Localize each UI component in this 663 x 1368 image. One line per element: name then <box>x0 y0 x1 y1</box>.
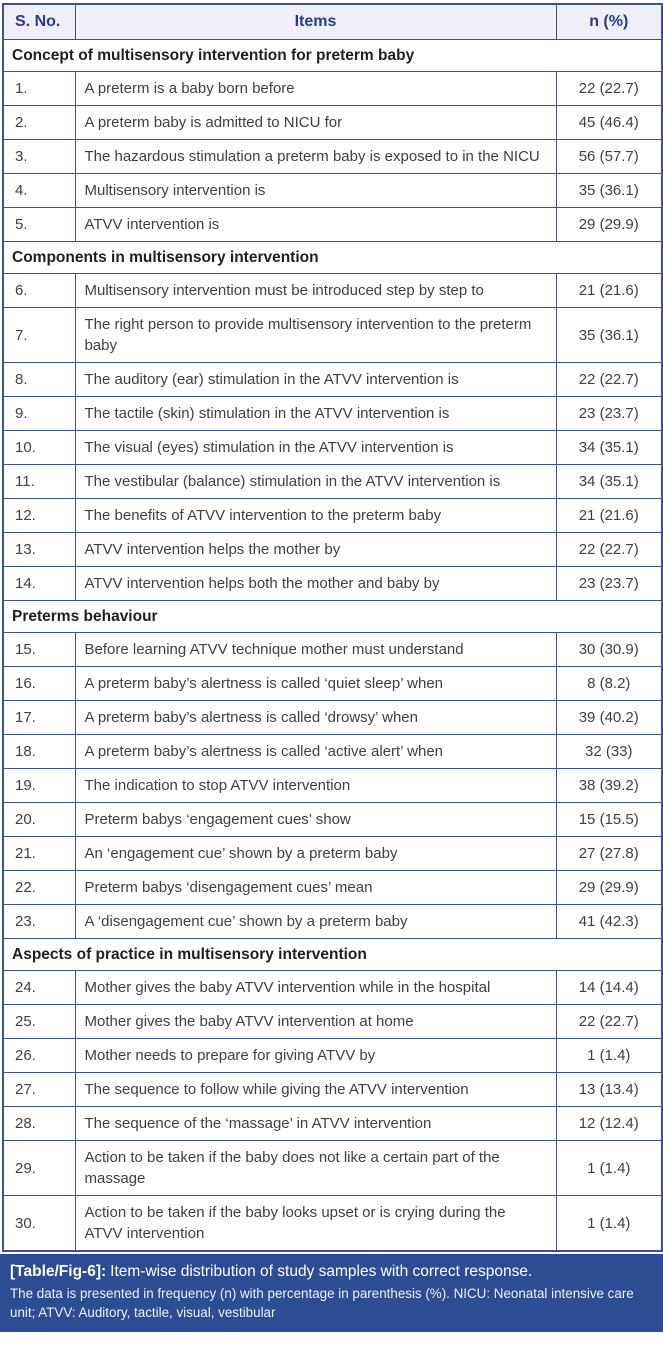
item-cell: A preterm baby’s alertness is called ‘drowsy’ when <box>75 701 556 735</box>
item-cell: The right person to provide multisensory intervention to the preterm baby <box>75 308 556 363</box>
sno-cell: 30. <box>3 1196 75 1252</box>
item-cell: ATVV intervention is <box>75 208 556 242</box>
value-cell: 41 (42.3) <box>556 905 662 939</box>
knowledge-items-table <box>2 3 663 1252</box>
table-header <box>3 4 662 40</box>
caption-title: Item-wise distribution of study samples with correct response. <box>110 1263 533 1280</box>
sno-cell: 22. <box>3 871 75 905</box>
caption-note: The data is presented in frequency (n) with percentage in parenthesis (%). NICU: Neonatal intensive care unit; ATVV: Auditory, tactile, visual, vestibular <box>10 1286 634 1320</box>
sno-cell: 27. <box>3 1073 75 1107</box>
item-cell: Action to be taken if the baby looks upset or is crying during the ATVV intervention <box>75 1196 556 1252</box>
value-cell: 34 (35.1) <box>556 431 662 465</box>
value-cell: 1 (1.4) <box>556 1141 662 1196</box>
section-header-row <box>3 601 662 633</box>
item-cell: A preterm is a baby born before <box>75 72 556 106</box>
item-cell: A preterm baby is admitted to NICU for <box>75 106 556 140</box>
value-cell: 22 (22.7) <box>556 1005 662 1039</box>
item-row <box>3 140 662 174</box>
sno-cell: 19. <box>3 769 75 803</box>
value-cell: 38 (39.2) <box>556 769 662 803</box>
value-cell: 12 (12.4) <box>556 1107 662 1141</box>
value-cell: 30 (30.9) <box>556 633 662 667</box>
item-row <box>3 971 662 1005</box>
item-cell: A preterm baby’s alertness is called ‘quiet sleep’ when <box>75 667 556 701</box>
item-cell: Multisensory intervention must be introduced step by step to <box>75 274 556 308</box>
value-cell: 56 (57.7) <box>556 140 662 174</box>
sno-cell: 23. <box>3 905 75 939</box>
item-row <box>3 208 662 242</box>
item-row <box>3 1196 662 1252</box>
table-body <box>3 40 662 1252</box>
item-row <box>3 174 662 208</box>
item-cell: An ‘engagement cue’ shown by a preterm baby <box>75 837 556 871</box>
section-title: Concept of multisensory intervention for preterm baby <box>3 40 662 72</box>
col-header-sno: S. No. <box>3 4 75 40</box>
sno-cell: 26. <box>3 1039 75 1073</box>
item-row <box>3 72 662 106</box>
item-cell: The hazardous stimulation a preterm baby is exposed to in the NICU <box>75 140 556 174</box>
sno-cell: 15. <box>3 633 75 667</box>
sno-cell: 4. <box>3 174 75 208</box>
item-row <box>3 431 662 465</box>
sno-cell: 10. <box>3 431 75 465</box>
section-title: Aspects of practice in multisensory intervention <box>3 939 662 971</box>
sno-cell: 25. <box>3 1005 75 1039</box>
item-cell: ATVV intervention helps the mother by <box>75 533 556 567</box>
item-row <box>3 701 662 735</box>
sno-cell: 1. <box>3 72 75 106</box>
value-cell: 13 (13.4) <box>556 1073 662 1107</box>
value-cell: 22 (22.7) <box>556 363 662 397</box>
item-row <box>3 735 662 769</box>
col-header-n: n (%) <box>556 4 662 40</box>
sno-cell: 6. <box>3 274 75 308</box>
value-cell: 29 (29.9) <box>556 208 662 242</box>
sno-cell: 28. <box>3 1107 75 1141</box>
item-cell: Mother gives the baby ATVV intervention while in the hospital <box>75 971 556 1005</box>
value-cell: 34 (35.1) <box>556 465 662 499</box>
section-header-row <box>3 40 662 72</box>
value-cell: 27 (27.8) <box>556 837 662 871</box>
sno-cell: 18. <box>3 735 75 769</box>
sno-cell: 24. <box>3 971 75 1005</box>
item-cell: The sequence of the ‘massage’ in ATVV intervention <box>75 1107 556 1141</box>
item-row <box>3 667 662 701</box>
item-row <box>3 308 662 363</box>
item-cell: The benefits of ATVV intervention to the preterm baby <box>75 499 556 533</box>
value-cell: 22 (22.7) <box>556 533 662 567</box>
item-row <box>3 1141 662 1196</box>
header-row <box>3 4 662 40</box>
sno-cell: 21. <box>3 837 75 871</box>
item-cell: A preterm baby’s alertness is called ‘active alert’ when <box>75 735 556 769</box>
item-cell: The indication to stop ATVV intervention <box>75 769 556 803</box>
value-cell: 21 (21.6) <box>556 499 662 533</box>
item-cell: The auditory (ear) stimulation in the ATVV intervention is <box>75 363 556 397</box>
sno-cell: 7. <box>3 308 75 363</box>
item-cell: ATVV intervention helps both the mother and baby by <box>75 567 556 601</box>
item-row <box>3 274 662 308</box>
sno-cell: 5. <box>3 208 75 242</box>
value-cell: 22 (22.7) <box>556 72 662 106</box>
value-cell: 45 (46.4) <box>556 106 662 140</box>
item-row <box>3 1107 662 1141</box>
item-row <box>3 905 662 939</box>
item-cell: The visual (eyes) stimulation in the ATVV intervention is <box>75 431 556 465</box>
sno-cell: 14. <box>3 567 75 601</box>
sno-cell: 8. <box>3 363 75 397</box>
item-row <box>3 769 662 803</box>
item-row <box>3 633 662 667</box>
item-row <box>3 106 662 140</box>
item-row <box>3 1073 662 1107</box>
sno-cell: 13. <box>3 533 75 567</box>
sno-cell: 11. <box>3 465 75 499</box>
section-header-row <box>3 939 662 971</box>
value-cell: 35 (36.1) <box>556 308 662 363</box>
value-cell: 14 (14.4) <box>556 971 662 1005</box>
item-row <box>3 465 662 499</box>
sno-cell: 9. <box>3 397 75 431</box>
col-header-items: Items <box>75 4 556 40</box>
value-cell: 1 (1.4) <box>556 1196 662 1252</box>
item-cell: Before learning ATVV technique mother must understand <box>75 633 556 667</box>
item-cell: The vestibular (balance) stimulation in the ATVV intervention is <box>75 465 556 499</box>
value-cell: 8 (8.2) <box>556 667 662 701</box>
item-row <box>3 397 662 431</box>
sno-cell: 16. <box>3 667 75 701</box>
item-cell: Preterm babys ‘engagement cues’ show <box>75 803 556 837</box>
figure-caption <box>0 1254 663 1332</box>
item-cell: The sequence to follow while giving the ATVV intervention <box>75 1073 556 1107</box>
item-row <box>3 1039 662 1073</box>
section-header-row <box>3 242 662 274</box>
value-cell: 32 (33) <box>556 735 662 769</box>
sno-cell: 3. <box>3 140 75 174</box>
item-row <box>3 871 662 905</box>
sno-cell: 17. <box>3 701 75 735</box>
value-cell: 29 (29.9) <box>556 871 662 905</box>
value-cell: 23 (23.7) <box>556 397 662 431</box>
caption-title-line <box>10 1262 651 1282</box>
item-cell: Mother needs to prepare for giving ATVV by <box>75 1039 556 1073</box>
item-cell: Preterm babys ‘disengagement cues’ mean <box>75 871 556 905</box>
caption-label: [Table/Fig-6]: <box>10 1263 107 1280</box>
item-row <box>3 1005 662 1039</box>
item-cell: The tactile (skin) stimulation in the ATVV intervention is <box>75 397 556 431</box>
value-cell: 35 (36.1) <box>556 174 662 208</box>
sno-cell: 12. <box>3 499 75 533</box>
sno-cell: 29. <box>3 1141 75 1196</box>
item-row <box>3 567 662 601</box>
item-row <box>3 803 662 837</box>
item-cell: Mother gives the baby ATVV intervention at home <box>75 1005 556 1039</box>
value-cell: 39 (40.2) <box>556 701 662 735</box>
value-cell: 1 (1.4) <box>556 1039 662 1073</box>
sno-cell: 2. <box>3 106 75 140</box>
item-row <box>3 363 662 397</box>
item-cell: A ‘disengagement cue’ shown by a preterm baby <box>75 905 556 939</box>
value-cell: 21 (21.6) <box>556 274 662 308</box>
value-cell: 23 (23.7) <box>556 567 662 601</box>
item-cell: Action to be taken if the baby does not like a certain part of the massage <box>75 1141 556 1196</box>
item-row <box>3 837 662 871</box>
section-title: Components in multisensory intervention <box>3 242 662 274</box>
item-cell: Multisensory intervention is <box>75 174 556 208</box>
item-row <box>3 499 662 533</box>
item-row <box>3 533 662 567</box>
table-figure <box>0 3 663 1332</box>
value-cell: 15 (15.5) <box>556 803 662 837</box>
sno-cell: 20. <box>3 803 75 837</box>
section-title: Preterms behaviour <box>3 601 662 633</box>
